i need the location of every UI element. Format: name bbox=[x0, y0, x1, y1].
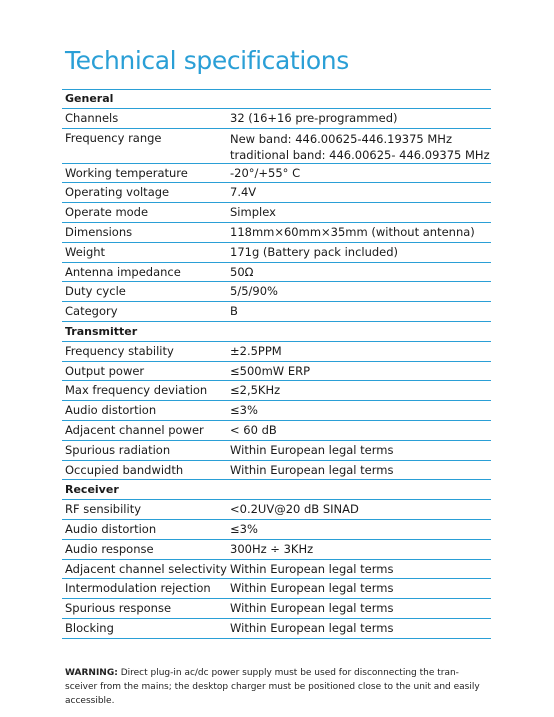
spec-label: Working temperature bbox=[65, 165, 188, 180]
spec-value: Within European legal terms bbox=[230, 561, 394, 576]
spec-row bbox=[62, 243, 491, 263]
spec-label: Operate mode bbox=[65, 205, 149, 220]
spec-value: ±2.5PPM bbox=[230, 343, 282, 358]
section-header-transmitter bbox=[62, 322, 491, 342]
spec-row bbox=[62, 579, 491, 599]
spec-value: Within European legal terms bbox=[230, 462, 394, 477]
spec-value: ≤2,5KHz bbox=[230, 383, 281, 398]
spec-label: RF sensibility bbox=[65, 502, 142, 517]
page-title: Technical specifications bbox=[65, 46, 349, 75]
spec-label: Max frequency deviation bbox=[65, 383, 208, 398]
spec-row bbox=[62, 599, 491, 619]
spec-row bbox=[62, 461, 491, 481]
spec-value: ≤500mW ERP bbox=[230, 363, 311, 378]
warning-text: Direct plug-in ac/dc power supply must be used for disconnecting the tran-sceiver from the mains; the desktop charger must be positioned close to the unit and easily accessible. bbox=[65, 668, 480, 706]
spec-value: ≤3% bbox=[230, 403, 258, 418]
spec-row bbox=[62, 183, 491, 203]
spec-row bbox=[62, 223, 491, 243]
spec-value: ≤3% bbox=[230, 521, 258, 536]
spec-value bbox=[230, 129, 490, 163]
spec-row bbox=[62, 203, 491, 223]
spec-label: Intermodulation rejection bbox=[65, 581, 211, 596]
spec-label: Weight bbox=[65, 244, 106, 259]
spec-value: Within European legal terms bbox=[230, 620, 394, 635]
spec-row bbox=[62, 560, 491, 580]
spec-value: 5/5/90% bbox=[230, 284, 278, 299]
spec-value: 32 (16+16 pre-programmed) bbox=[230, 110, 398, 125]
spec-value: 50Ω bbox=[230, 264, 254, 279]
spec-value: B bbox=[230, 304, 238, 319]
warning-note bbox=[65, 666, 485, 708]
spec-value: -20°/+55° C bbox=[230, 165, 301, 180]
spec-value: Simplex bbox=[230, 205, 276, 220]
section-heading: General bbox=[65, 92, 114, 105]
spec-label: Category bbox=[65, 304, 118, 319]
spec-value-line: New band: 446.00625-446.19375 MHz bbox=[230, 131, 452, 146]
spec-label: Audio distortion bbox=[65, 521, 157, 536]
section-header-general bbox=[62, 89, 491, 109]
spec-row bbox=[62, 164, 491, 184]
spec-label: Spurious response bbox=[65, 601, 172, 616]
warning-label: WARNING: bbox=[65, 668, 118, 678]
spec-row bbox=[62, 500, 491, 520]
spec-value: Within European legal terms bbox=[230, 442, 394, 457]
spec-row bbox=[62, 619, 491, 639]
spec-label: Audio distortion bbox=[65, 403, 157, 418]
spec-row bbox=[62, 540, 491, 560]
spec-row bbox=[62, 520, 491, 540]
spec-value-line: traditional band: 446.00625- 446.09375 MHz bbox=[230, 147, 490, 162]
spec-value: 300Hz ÷ 3KHz bbox=[230, 541, 314, 556]
section-heading: Receiver bbox=[65, 483, 119, 497]
spec-value: < 60 dB bbox=[230, 422, 277, 437]
spec-value: 118mm×60mm×35mm (without antenna) bbox=[230, 224, 475, 239]
spec-label: Operating voltage bbox=[65, 185, 170, 200]
spec-label: Frequency stability bbox=[65, 343, 174, 358]
spec-label: Adjacent channel power bbox=[65, 422, 204, 437]
spec-row bbox=[62, 129, 491, 164]
spec-row bbox=[62, 263, 491, 283]
spec-label: Audio response bbox=[65, 541, 154, 556]
spec-value: Within European legal terms bbox=[230, 581, 394, 596]
spec-label: Dimensions bbox=[65, 224, 133, 239]
spec-value: 171g (Battery pack included) bbox=[230, 244, 399, 259]
spec-row bbox=[62, 441, 491, 461]
spec-row bbox=[62, 381, 491, 401]
section-header-receiver bbox=[62, 480, 491, 500]
spec-label: Output power bbox=[65, 363, 145, 378]
spec-label: Blocking bbox=[65, 620, 114, 635]
spec-row bbox=[62, 302, 491, 322]
spec-label: Channels bbox=[65, 110, 119, 125]
spec-row bbox=[62, 362, 491, 382]
spec-row bbox=[62, 282, 491, 302]
spec-value: <0.2UV@20 dB SINAD bbox=[230, 502, 359, 517]
spec-row bbox=[62, 109, 491, 129]
spec-row bbox=[62, 401, 491, 421]
spec-row bbox=[62, 342, 491, 362]
spec-value: Within European legal terms bbox=[230, 601, 394, 616]
spec-label: Antenna impedance bbox=[65, 264, 181, 279]
spec-label: Spurious radiation bbox=[65, 442, 171, 457]
specifications-table bbox=[62, 89, 491, 639]
spec-label: Duty cycle bbox=[65, 284, 126, 299]
spec-label: Adjacent channel selectivity bbox=[65, 561, 227, 576]
spec-row bbox=[62, 421, 491, 441]
spec-value: 7.4V bbox=[230, 185, 257, 200]
spec-label: Frequency range bbox=[65, 130, 162, 145]
section-heading: Transmitter bbox=[65, 324, 138, 338]
spec-label: Occupied bandwidth bbox=[65, 462, 184, 477]
